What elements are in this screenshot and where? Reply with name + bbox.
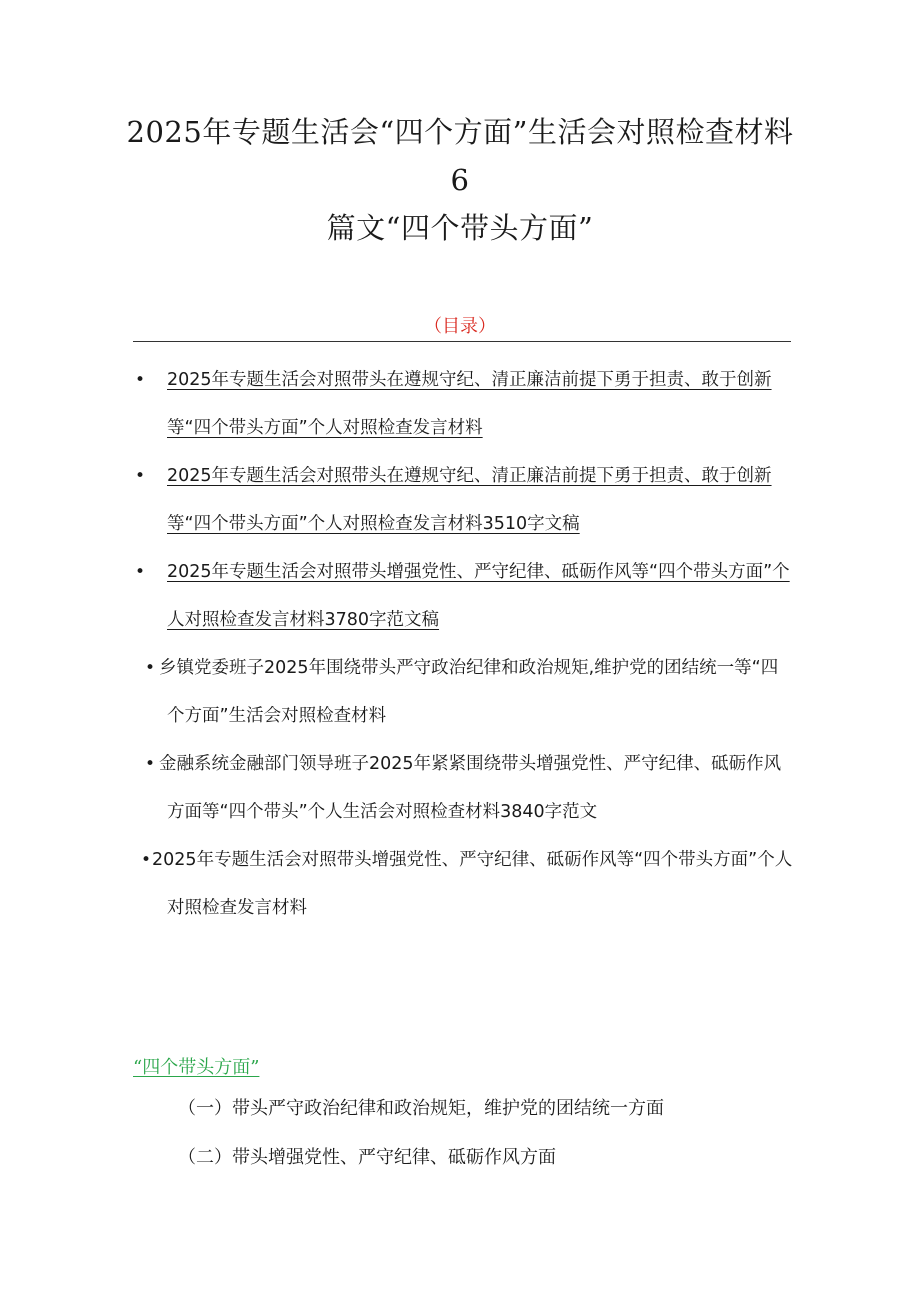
toc-divider — [133, 341, 791, 342]
toc-list — [133, 356, 793, 932]
bullet-icon: • — [135, 466, 146, 486]
toc-item-6 — [133, 836, 793, 932]
toc-item-1[interactable] — [133, 356, 793, 452]
bullet-icon: • — [135, 370, 146, 390]
document-title — [120, 108, 800, 252]
toc-item-3[interactable] — [133, 548, 793, 644]
toc-item-text: 乡镇党委班子2025年围绕带头严守政治纪律和政治规矩,维护党的团结统一等“四个方面”生活会对照检查材料 — [159, 658, 779, 726]
toc-item-5 — [133, 740, 793, 836]
bullet-icon: • — [145, 658, 156, 678]
toc-item-4 — [133, 644, 793, 740]
section-item-1: （一）带头严守政治纪律和政治规矩，维护党的团结统一方面 — [178, 1098, 664, 1119]
toc-item-link[interactable]: 2025年专题生活会对照带头在遵规守纪、清正廉洁前提下勇于担责、敢于创新等“四个带头方面”个人对照检查发言材料3510字文稿 — [167, 466, 772, 534]
toc-item-text: 2025年专题生活会对照带头增强党性、严守纪律、砥砺作风等“四个带头方面”个人对照检查发言材料 — [152, 850, 793, 918]
section-link-four-aspects[interactable]: “四个带头方面” — [133, 1057, 260, 1078]
bullet-icon: • — [145, 754, 156, 774]
toc-item-link[interactable]: 2025年专题生活会对照带头增强党性、严守纪律、砥砺作风等“四个带头方面”个人对照检查发言材料3780字范文稿 — [167, 562, 790, 630]
toc-item-link[interactable]: 2025年专题生活会对照带头在遵规守纪、清正廉洁前提下勇于担责、敢于创新等“四个带头方面”个人对照检查发言材料 — [167, 370, 772, 438]
section-item-2: （二）带头增强党性、严守纪律、砥砺作风方面 — [178, 1147, 556, 1168]
document-title-line-2: 篇文“四个带头方面” — [326, 211, 594, 245]
bullet-icon: • — [135, 562, 146, 582]
bullet-icon: • — [141, 850, 152, 870]
toc-item-text: 金融系统金融部门领导班子2025年紧紧围绕带头增强党性、严守纪律、砥砺作风方面等“四个带头”个人生活会对照检查材料3840字范文 — [159, 754, 782, 822]
toc-item-2[interactable] — [133, 452, 793, 548]
document-title-line-1: 2025年专题生活会“四个方面”生活会对照检查材料6 — [126, 115, 794, 197]
toc-heading: （目录） — [424, 316, 496, 337]
